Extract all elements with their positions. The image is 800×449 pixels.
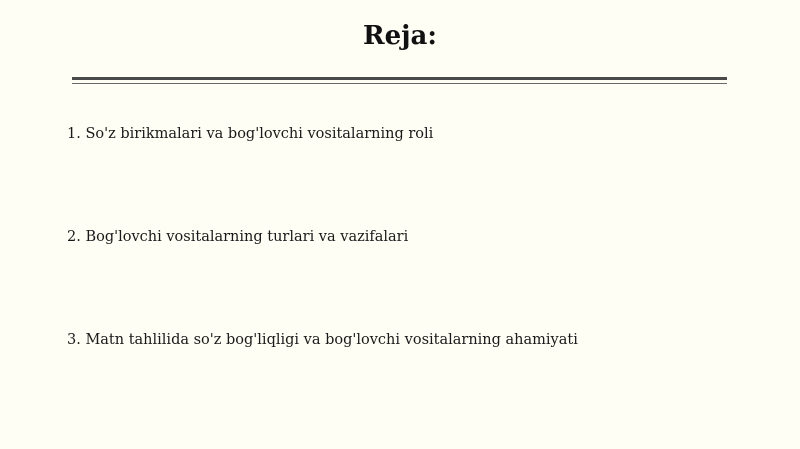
title-divider-thick [72,77,727,80]
slide-title: Reja: [362,21,437,51]
list-item: 3. Matn tahlilida so'z bog'liqligi va bog'lovchi vositalarning ahamiyati [67,332,578,348]
title-divider-thin [72,83,727,84]
list-item: 1. So'z birikmalari va bog'lovchi vositalarning roli [67,126,434,142]
list-item: 2. Bog'lovchi vositalarning turlari va vazifalari [67,229,409,245]
